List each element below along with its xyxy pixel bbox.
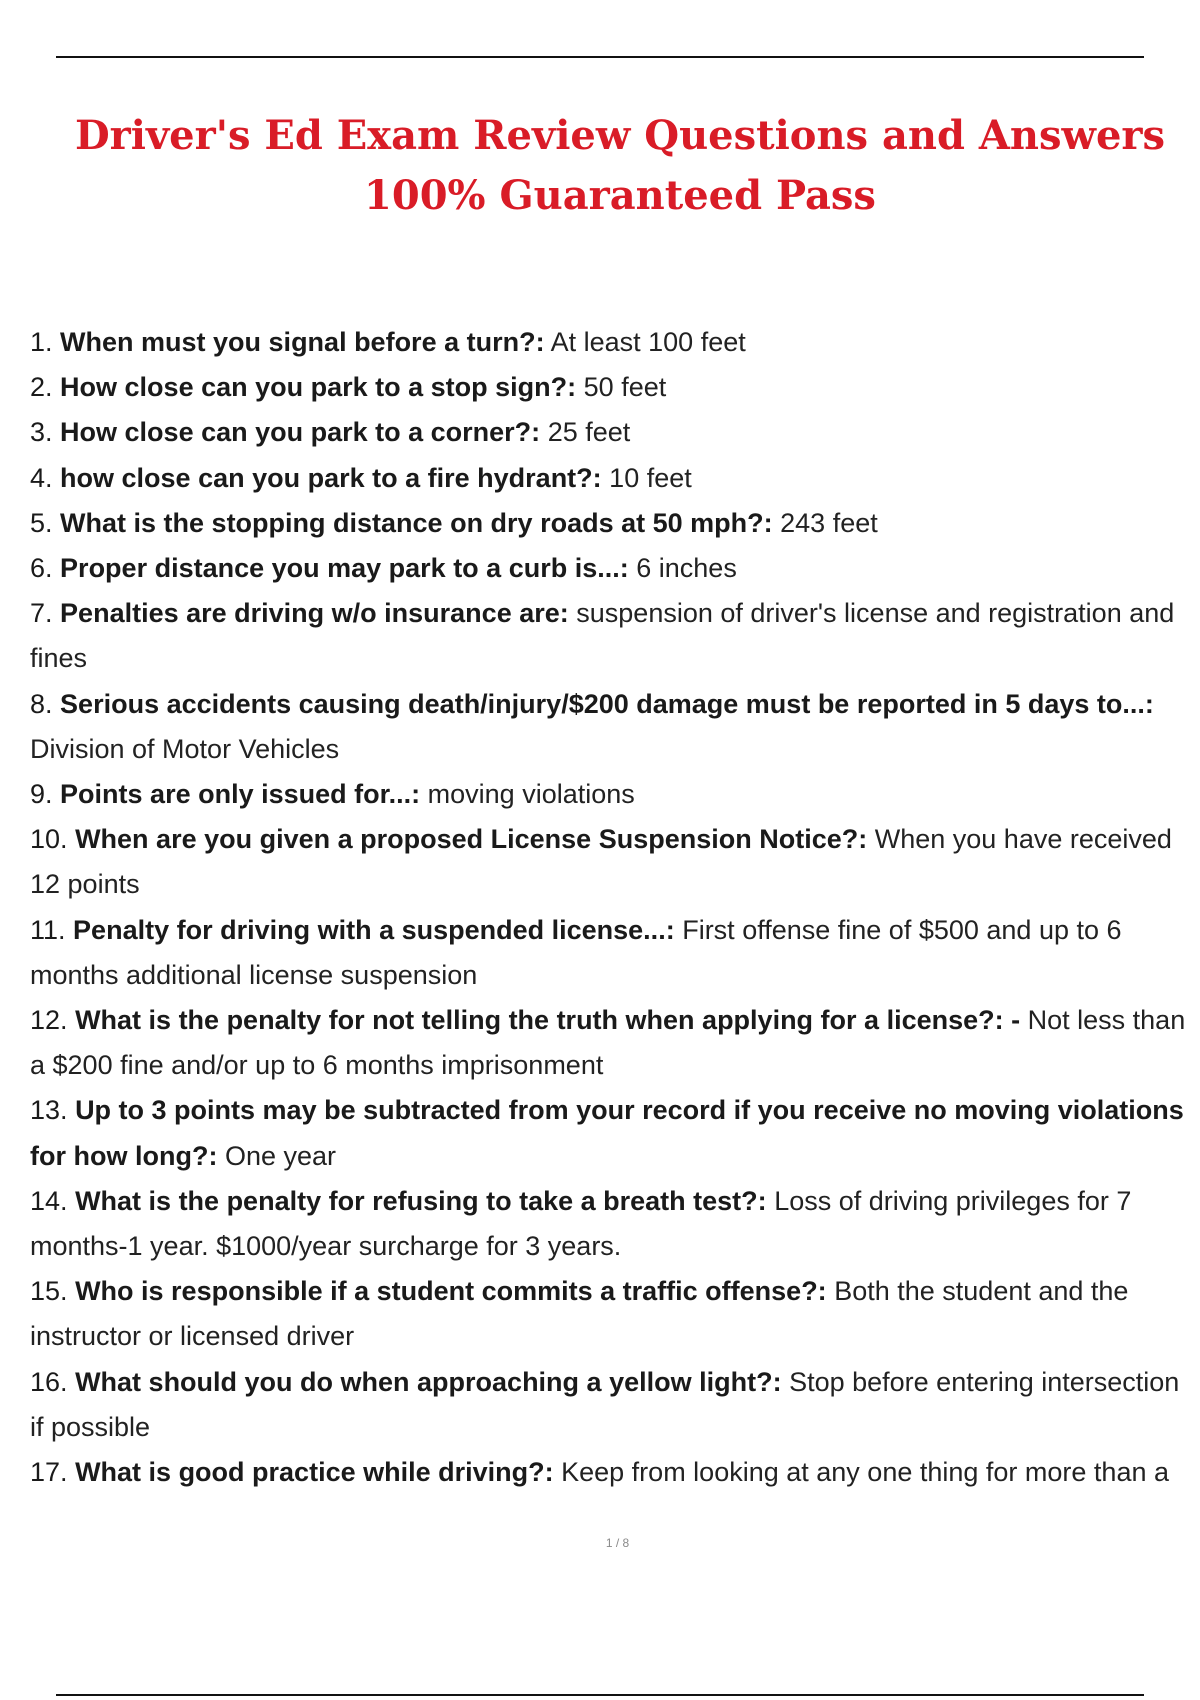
qa-answer: Division of Motor Vehicles (30, 733, 340, 764)
qa-question: What is the penalty for refusing to take a breath test?: (75, 1185, 767, 1216)
qa-question: Up to 3 points may be subtracted from your record if you receive no moving violations for how long?: (30, 1095, 1184, 1171)
qa-answer: When you have received 12 points (30, 824, 1172, 900)
qa-answer: suspension of driver's license and registration and fines (30, 598, 1175, 674)
qa-number: 5. (30, 507, 53, 538)
page-number: 1 / 8 (605, 1536, 630, 1550)
qa-question: What is the stopping distance on dry roads at 50 mph?: (60, 507, 773, 538)
qa-number: 12. (30, 1005, 68, 1036)
qa-answer: 243 feet (780, 507, 878, 538)
qa-item (30, 1179, 1190, 1269)
qa-answer: moving violations (427, 779, 635, 810)
qa-answer: Loss of driving privileges for 7 months-1 year. $1000/year surcharge for 3 years. (30, 1185, 1132, 1262)
qa-item (30, 908, 1190, 998)
qa-question: Serious accidents causing death/injury/$200 damage must be reported in 5 days to...: (60, 688, 1154, 719)
qa-item (30, 456, 1190, 501)
qa-answer: Not less than a $200 fine and/or up to 6 months imprisonment (30, 1005, 1186, 1081)
qa-item (30, 591, 1190, 681)
top-rule (56, 56, 1144, 58)
qa-question: how close can you park to a fire hydrant?: (60, 462, 602, 493)
qa-question: What is good practice while driving?: (75, 1457, 554, 1488)
qa-number: 14. (30, 1185, 68, 1216)
qa-question: How close can you park to a stop sign?: (60, 372, 577, 403)
qa-item (30, 1360, 1190, 1450)
qa-item (30, 772, 1190, 817)
qa-answer: 6 inches (636, 553, 737, 584)
qa-question: Points are only issued for...: (60, 779, 421, 810)
qa-item (30, 1450, 1190, 1495)
qa-number: 13. (30, 1095, 68, 1126)
qa-question: Penalty for driving with a suspended license...: (73, 914, 675, 945)
qa-item (30, 817, 1190, 907)
qa-answer: 10 feet (609, 462, 692, 493)
qa-question: When are you given a proposed License Suspension Notice?: (75, 824, 868, 855)
qa-number: 16. (30, 1366, 68, 1397)
qa-number: 11. (30, 914, 66, 945)
qa-question: When must you signal before a turn?: (60, 327, 545, 357)
qa-answer: One year (224, 1140, 337, 1171)
qa-question: What should you do when approaching a yellow light?: (75, 1366, 782, 1397)
qa-answer: Stop before entering intersection if possible (30, 1366, 1180, 1442)
qa-answer: 25 feet (547, 417, 631, 448)
qa-question: Proper distance you may park to a curb is...: (60, 553, 629, 584)
qa-number: 6. (30, 553, 53, 584)
qa-list (30, 320, 1190, 1495)
qa-answer: First offense fine of $500 and up to 6 months additional license suspension (30, 914, 1122, 990)
qa-item (30, 320, 1190, 365)
qa-question: What is the penalty for not telling the truth when applying for a license?: - (75, 1005, 1021, 1036)
qa-number: 4. (30, 462, 53, 493)
qa-number: 8. (30, 688, 53, 719)
qa-number: 1. (30, 327, 53, 357)
qa-question: How close can you park to a corner?: (60, 417, 541, 448)
qa-item (30, 682, 1190, 772)
qa-item (30, 1269, 1190, 1359)
qa-number: 9. (30, 779, 53, 810)
qa-answer: Keep from looking at any one thing for more than a (561, 1457, 1169, 1488)
qa-number: 10. (30, 824, 68, 855)
qa-answer: 50 feet (583, 372, 667, 403)
qa-item (30, 998, 1190, 1088)
qa-answer: At least 100 feet (550, 327, 746, 357)
bottom-rule (56, 1694, 1144, 1696)
qa-number: 15. (30, 1276, 68, 1307)
qa-number: 17. (30, 1457, 68, 1488)
qa-item (30, 546, 1190, 591)
qa-number: 2. (30, 372, 53, 403)
qa-question: Who is responsible if a student commits a traffic offense?: (75, 1276, 827, 1307)
qa-number: 3. (30, 417, 53, 448)
qa-item (30, 410, 1190, 455)
qa-number: 7. (30, 598, 53, 629)
document-title: Driver's Ed Exam Review Questions and Answers 100% Guaranteed Pass (74, 112, 1166, 219)
qa-item (30, 501, 1190, 546)
qa-item (30, 1088, 1190, 1178)
qa-question: Penalties are driving w/o insurance are: (60, 598, 569, 629)
qa-item (30, 365, 1190, 410)
qa-answer: Both the student and the instructor or licensed driver (30, 1276, 1129, 1352)
